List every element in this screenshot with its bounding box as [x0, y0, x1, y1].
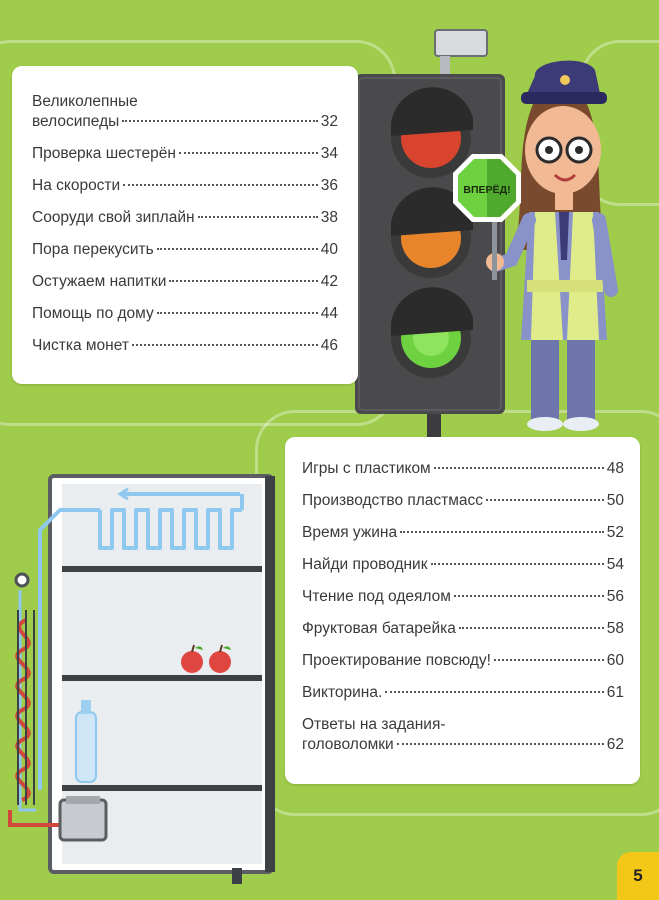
toc-list-top [12, 66, 358, 356]
toc-entry-title: Помощь по дому [32, 305, 154, 322]
toc-entry-page: 58 [606, 620, 624, 637]
toc-leader-dots [431, 563, 604, 565]
toc-entry-title: Время ужина [302, 524, 398, 541]
toc-entry [32, 144, 338, 164]
stop-sign-icon [451, 152, 523, 224]
toc-entry [302, 459, 624, 479]
toc-entry [32, 176, 338, 196]
toc-entry [302, 619, 624, 639]
toc-entry [32, 272, 338, 292]
toc-entry [302, 683, 624, 703]
toc-entry [32, 304, 338, 324]
toc-leader-dots [494, 659, 604, 661]
toc-leader-dots [169, 280, 317, 282]
toc-entry-title: Найди проводник [302, 556, 428, 573]
toc-entry-page: 38 [320, 209, 338, 226]
toc-entry-title: Фруктовая батарейка [302, 620, 456, 637]
toc-entry [302, 651, 624, 671]
toc-entry-title: Проектирование повсюду! [302, 652, 491, 669]
toc-leader-dots [385, 691, 603, 693]
toc-entry-title: Великолепные [32, 93, 138, 110]
toc-entry-page: 44 [320, 305, 338, 322]
toc-leader-dots [434, 467, 604, 469]
toc-entry-title: Игры с пластиком [302, 460, 431, 477]
toc-entry-title-continuation: головоломки [302, 736, 394, 753]
toc-leader-dots [459, 627, 604, 629]
toc-leader-dots [132, 344, 318, 346]
police-officer-illustration [455, 40, 650, 435]
page-number-badge [617, 852, 659, 900]
toc-entry-page: 46 [320, 337, 338, 354]
toc-entry-title: Чтение под одеялом [302, 588, 451, 605]
toc-entry [302, 491, 624, 511]
fridge-illustration [0, 470, 290, 890]
toc-entry-page: 50 [606, 492, 624, 509]
toc-entry-page: 62 [606, 736, 624, 753]
toc-entry [302, 555, 624, 575]
toc-entry-title: Производство пластмасс [302, 492, 484, 509]
toc-entry-page: 34 [320, 145, 338, 162]
toc-leader-dots [123, 184, 318, 186]
toc-list-bottom [285, 437, 640, 755]
toc-card-top [12, 66, 358, 384]
toc-entry [302, 715, 624, 755]
toc-entry [32, 336, 338, 356]
toc-entry-title: На скорости [32, 177, 121, 194]
page-number: 5 [633, 866, 643, 885]
toc-entry [302, 587, 624, 607]
toc-entry-page: 60 [606, 652, 624, 669]
toc-entry-page: 61 [606, 684, 624, 701]
toc-leader-dots [122, 120, 317, 122]
toc-leader-dots [179, 152, 318, 154]
toc-entry-title: Чистка монет [32, 337, 129, 354]
toc-entry-title: Остужаем напитки [32, 273, 167, 290]
toc-leader-dots [198, 216, 318, 218]
toc-leader-dots [157, 248, 318, 250]
toc-entry [32, 208, 338, 228]
toc-entry [32, 240, 338, 260]
toc-entry-title: Пора перекусить [32, 241, 154, 258]
toc-entry-page: 48 [606, 460, 624, 477]
toc-entry-page: 42 [320, 273, 338, 290]
toc-entry-page: 52 [606, 524, 624, 541]
stop-sign-label: ВПЕРЁД! [463, 184, 511, 196]
apple-icon [181, 651, 203, 673]
toc-leader-dots [157, 312, 318, 314]
toc-entry-title: Проверка шестерён [32, 145, 176, 162]
toc-entry-page: 56 [606, 588, 624, 605]
bottle-icon [76, 712, 96, 782]
toc-leader-dots [486, 499, 604, 501]
toc-leader-dots [454, 595, 604, 597]
toc-entry-title-continuation: велосипеды [32, 113, 120, 130]
toc-leader-dots [400, 531, 604, 533]
toc-entry-page: 54 [606, 556, 624, 573]
toc-entry-title: Викторина. [302, 684, 383, 701]
toc-entry [302, 523, 624, 543]
toc-entry-title: Сооруди свой зиплайн [32, 209, 195, 226]
toc-entry-page: 40 [320, 241, 338, 258]
toc-entry-title: Ответы на задания- [302, 716, 446, 733]
toc-entry [32, 92, 338, 132]
toc-entry-page: 36 [320, 177, 338, 194]
toc-card-bottom [285, 437, 640, 784]
toc-entry-page: 32 [320, 113, 338, 130]
toc-leader-dots [397, 743, 604, 745]
